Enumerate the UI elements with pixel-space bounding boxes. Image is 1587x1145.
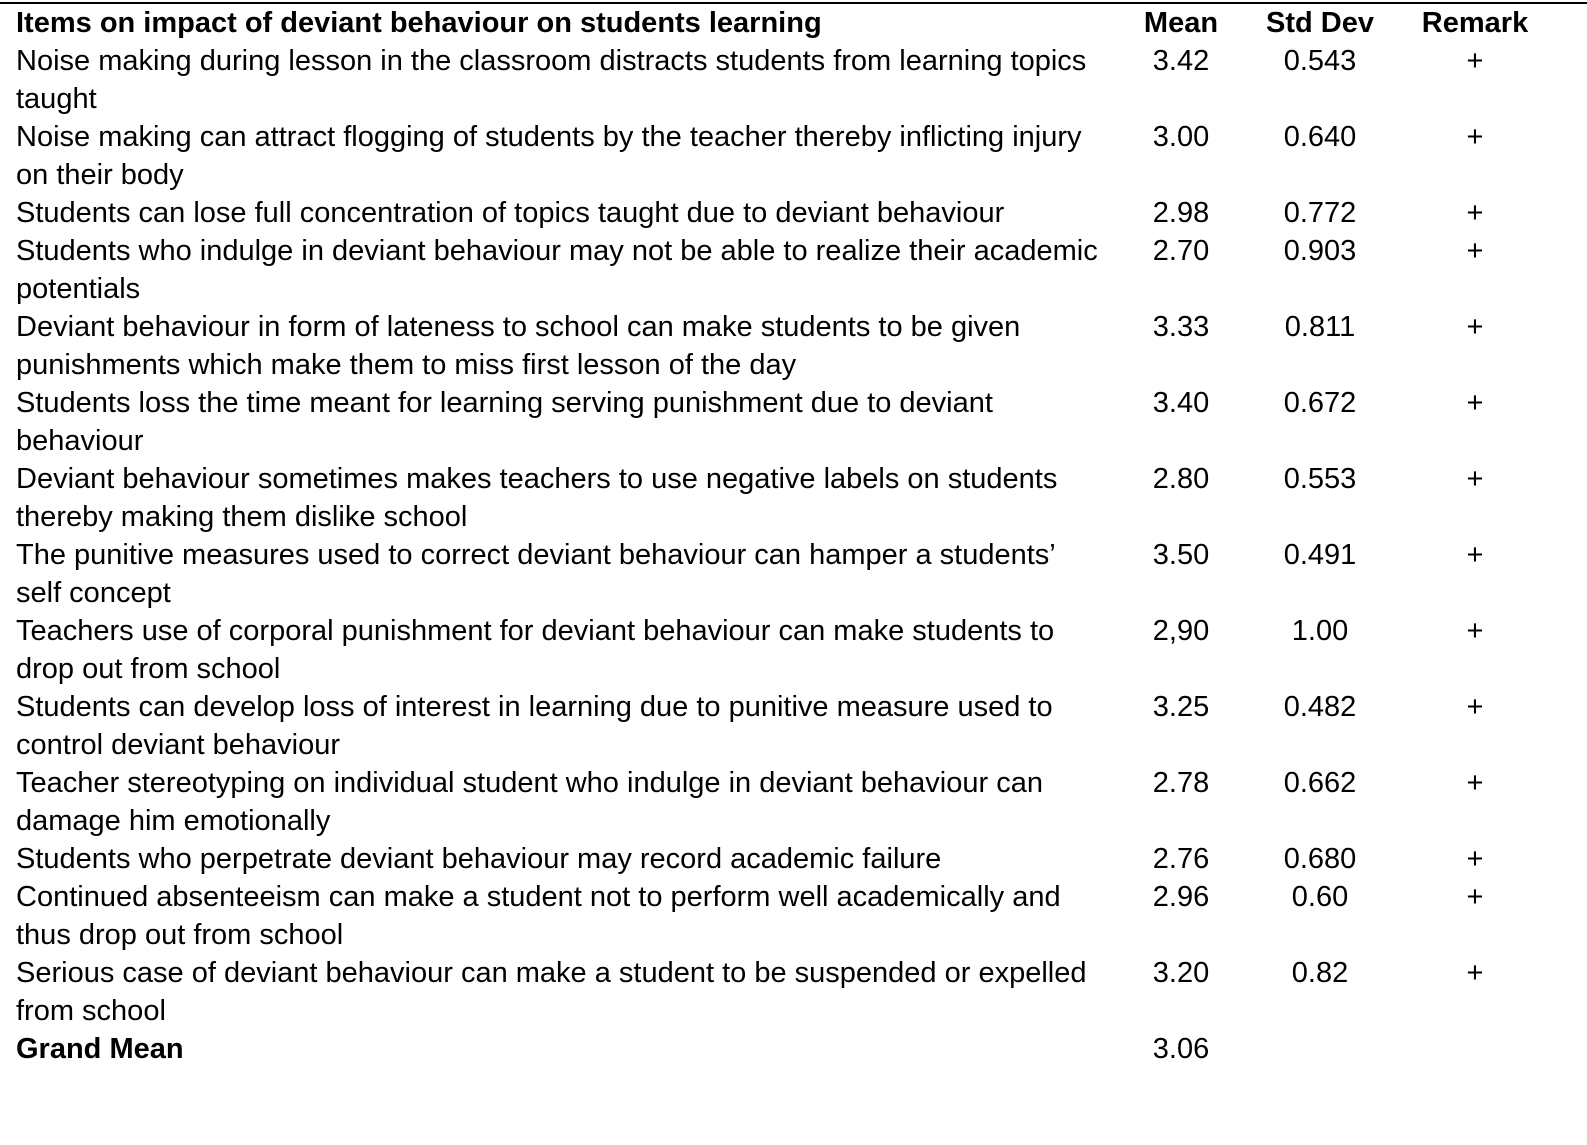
row-item: Noise making during lesson in the classroom distracts students from learning topics taught [16,45,1087,115]
row-item: Students who indulge in deviant behaviour may not be able to realize their academic potentials [16,235,1098,305]
grand-mean-label: Grand Mean [16,1033,184,1065]
row-mean: 3.33 [1152,311,1210,343]
header-mean: Mean [1143,7,1219,39]
row-item: Students can lose full concentration of topics taught due to deviant behaviour [16,197,1005,229]
table-header-row [16,4,1566,42]
table-row [16,194,1566,232]
row-std-dev: 0.680 [1283,843,1357,875]
table-row [16,536,1566,612]
header-item: Items on impact of deviant behaviour on students learning [16,7,822,39]
row-mean: 2.70 [1152,235,1210,267]
row-std-dev: 0.553 [1283,463,1357,495]
row-std-dev: 1.00 [1291,615,1349,647]
row-std-dev: 0.640 [1283,121,1357,153]
row-remark: + [1466,387,1484,419]
row-mean: 3.20 [1152,957,1210,989]
row-mean: 3.00 [1152,121,1210,153]
row-std-dev: 0.543 [1283,45,1357,77]
row-item: Students who perpetrate deviant behaviour may record academic failure [16,843,942,875]
grand-mean-remark-empty [1384,1030,1566,1068]
row-mean: 3.50 [1152,539,1210,571]
row-remark: + [1466,311,1484,343]
row-mean: 2,90 [1152,615,1210,647]
table-row [16,232,1566,308]
row-item: Students loss the time meant for learning serving punishment due to deviant behaviour [16,387,993,457]
results-table [16,4,1566,1068]
row-std-dev: 0.482 [1283,691,1357,723]
row-item: Continued absenteeism can make a student not to perform well academically and thus drop out from school [16,881,1061,951]
table-row [16,764,1566,840]
row-mean: 2.76 [1152,843,1210,875]
row-remark: + [1466,767,1484,799]
row-std-dev: 0.662 [1283,767,1357,799]
row-std-dev: 0.772 [1283,197,1357,229]
row-item: Teachers use of corporal punishment for deviant behaviour can make students to drop out from school [16,615,1055,685]
table-row [16,954,1566,1030]
row-remark: + [1466,691,1484,723]
row-remark: + [1466,463,1484,495]
row-mean: 3.42 [1152,45,1210,77]
row-std-dev: 0.60 [1291,881,1349,913]
row-item: Deviant behaviour sometimes makes teachers to use negative labels on students thereby making them dislike school [16,463,1058,533]
table-row [16,460,1566,536]
row-item: Teacher stereotyping on individual student who indulge in deviant behaviour can damage him emotionally [16,767,1043,837]
table-row [16,688,1566,764]
row-remark: + [1466,615,1484,647]
row-item: Deviant behaviour in form of lateness to school can make students to be given punishments which make them to miss first lesson of the day [16,311,1021,381]
row-std-dev: 0.672 [1283,387,1357,419]
row-remark: + [1466,957,1484,989]
grand-mean-std-dev-empty [1256,1030,1384,1068]
row-remark: + [1466,197,1484,229]
row-item: The punitive measures used to correct deviant behaviour can hamper a students’ self concept [16,539,1055,609]
grand-mean-row [16,1030,1566,1068]
table-row [16,878,1566,954]
row-remark: + [1466,843,1484,875]
table-row [16,42,1566,118]
row-item: Serious case of deviant behaviour can make a student to be suspended or expelled from school [16,957,1087,1027]
row-std-dev: 0.811 [1284,311,1356,343]
row-mean: 3.25 [1152,691,1210,723]
row-mean: 2.78 [1152,767,1210,799]
table-row [16,840,1566,878]
row-mean: 2.80 [1152,463,1210,495]
row-std-dev: 0.903 [1283,235,1357,267]
row-remark: + [1466,121,1484,153]
row-remark: + [1466,45,1484,77]
header-std-dev: Std Dev [1266,7,1374,39]
row-item: Noise making can attract flogging of students by the teacher thereby inflicting injury on their body [16,121,1082,191]
row-mean: 2.96 [1152,881,1210,913]
row-std-dev: 0.82 [1291,957,1349,989]
row-remark: + [1466,539,1484,571]
table-row [16,118,1566,194]
row-mean: 2.98 [1152,197,1210,229]
row-item: Students can develop loss of interest in learning due to punitive measure used to control deviant behaviour [16,691,1053,761]
table-row [16,308,1566,384]
row-mean: 3.40 [1152,387,1210,419]
table-row [16,384,1566,460]
grand-mean-value: 3.06 [1152,1033,1210,1065]
row-remark: + [1466,881,1484,913]
row-std-dev: 0.491 [1283,539,1357,571]
table-row [16,612,1566,688]
header-remark: Remark [1421,7,1529,39]
row-remark: + [1466,235,1484,267]
